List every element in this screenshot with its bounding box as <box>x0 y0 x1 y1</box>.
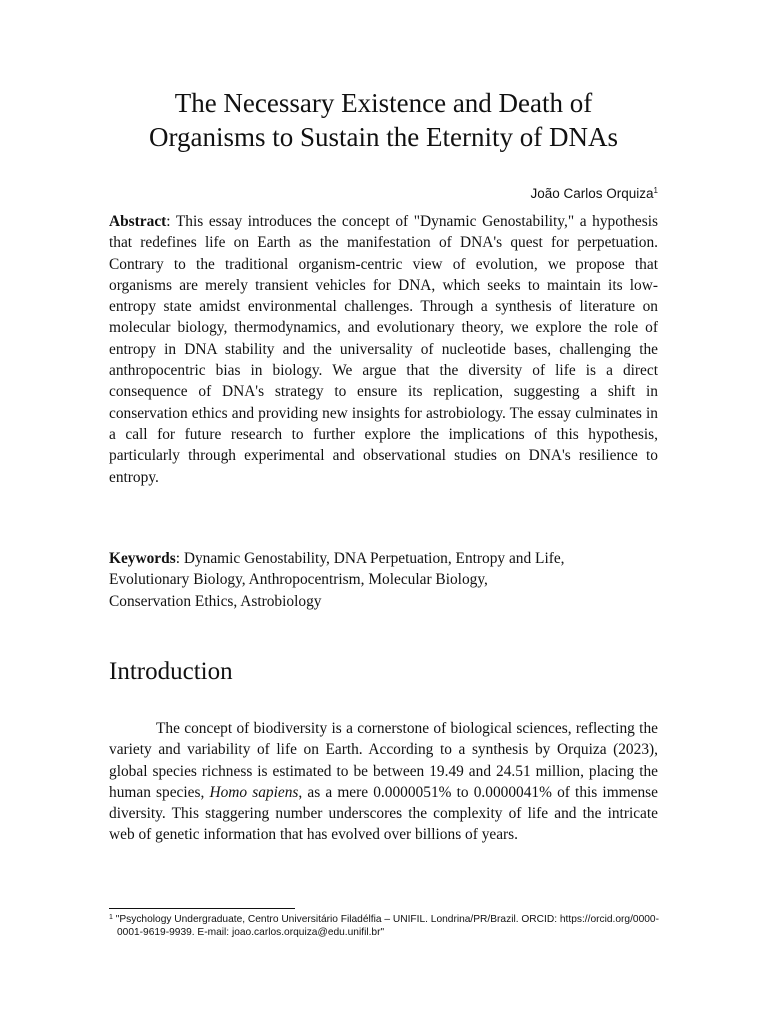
paper-title <box>89 86 678 154</box>
intro-text-part-1: The concept of biodiversity is a cornerstone of biological sciences, reflecting the variety and variability of life on Earth. According to a synthesis by Orquiza (2023), global species richness is estimated to be between 19.49 and 24.51 million, placing the human species, <box>109 720 658 801</box>
keywords-line-1: : Dynamic Genostability, DNA Perpetuation, Entropy and Life, <box>175 550 565 567</box>
abstract-label: Abstract <box>109 213 167 230</box>
author-text: João Carlos Orquiza <box>530 186 654 201</box>
keywords <box>109 548 658 612</box>
section-heading-introduction: Introduction <box>109 658 233 685</box>
intro-species-name: Homo sapiens <box>209 783 299 801</box>
author-footnote-marker: 1 <box>653 186 658 195</box>
footnote <box>109 912 666 939</box>
intro-paragraph <box>109 718 658 846</box>
author-name <box>530 182 658 203</box>
paper-page <box>109 0 658 1024</box>
footnote-marker: 1 <box>109 914 113 921</box>
abstract-text: : This essay introduces the concept of "Dynamic Genostability," a hypothesis that redefines life on Earth as the manifestation of DNA's quest for perpetuation. Contrary to the traditional organism-centric view of evolution, we propose that organisms are merely transient vehicles for DNA, which seeks to maintain its low-entropy state amidst environmental challenges. Through a synthesis of literature on molecular biology, thermodynamics, and evolutionary theory, we explore the role of entropy in DNA stability and the universality of nucleotide bases, challenging the anthropocentric bias in biology. We argue that the diversity of life is a direct consequence of DNA's strategy to ensure its replication, suggesting a shift in conservation ethics and providing new insights for astrobiology. The essay culminates in a call for future research to further explore the implications of this hypothesis, particularly through experimental and observational studies on DNA's resilience to entropy. <box>109 213 658 486</box>
keywords-line-2: Evolutionary Biology, Anthropocentrism, Molecular Biology, <box>109 571 488 589</box>
footnote-text: "Psychology Undergraduate, Centro Universitário Filadélfia – UNIFIL. Londrina/PR/Brazil. ORCID: https://orcid.org/0000-0001-9619-9939. E-mail: joao.carlos.orquiza@edu.unifil.br" <box>112 914 659 938</box>
title-line-1: The Necessary Existence and Death of <box>174 88 593 118</box>
keywords-line-3: Conservation Ethics, Astrobiology <box>109 592 322 610</box>
intro-text-part-2: , as a mere 0.0000051% to 0.0000041% of this immense diversity. This staggering number underscores the complexity of life and the intricate web of genetic information that has evolved over billions of years. <box>109 783 658 844</box>
keywords-label: Keywords <box>109 550 176 567</box>
abstract <box>109 211 658 488</box>
title-line-2: Organisms to Sustain the Eternity of DNAs <box>149 122 618 152</box>
footnote-divider <box>109 908 295 909</box>
